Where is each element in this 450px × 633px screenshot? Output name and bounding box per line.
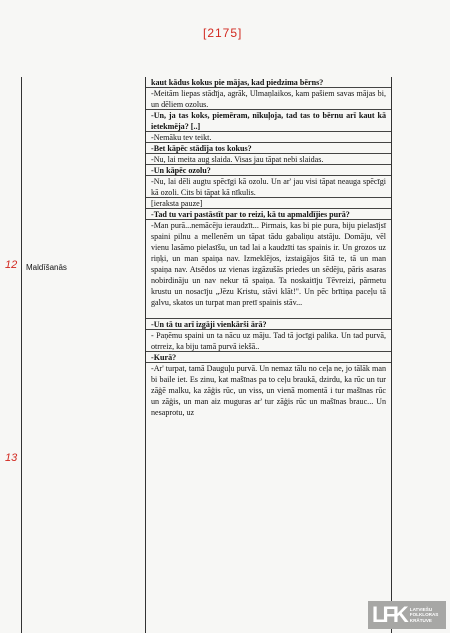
page-number: [2175] bbox=[203, 26, 243, 40]
transcript-line: -Bet kāpēc stādīja tos kokus? bbox=[146, 143, 391, 154]
transcript-line: -Un, ja tas koks, piemēram, nīkuļoja, tad tas to bērnu arī kaut kā ietekmēja? [..] bbox=[146, 110, 391, 132]
transcript-line: - Paņēmu spaini un ta nācu uz māju. Tad tā jocīgi palika. Un tad purvā, otrreiz, ka biju tamā purvā iekšā.. bbox=[146, 330, 391, 352]
transcript-table bbox=[21, 77, 392, 633]
transcript-line: [ieraksta pauze] bbox=[146, 198, 391, 209]
transcript-line: -Nu, lai meita aug slaida. Visas jau tāpat nebi slaidas. bbox=[146, 154, 391, 165]
margin-number: 12 bbox=[5, 259, 18, 271]
transcript-line: -Nemāku tev teikt. bbox=[146, 132, 391, 143]
section-label: Maldīšanās bbox=[26, 263, 67, 272]
archive-logo bbox=[368, 601, 446, 629]
transcript-line: -Kurā? bbox=[146, 352, 391, 363]
transcript-line: -Un tā tu arī izgāji vienkārši ārā? bbox=[146, 319, 391, 330]
transcript-line: kaut kādus kokus pie mājas, kad piedzima bērns? bbox=[146, 77, 391, 88]
transcript-column bbox=[146, 77, 391, 633]
transcript-line: -Meitām liepas stādīja, agrāk, Ulmaņlaikos, kam pašiem savas mājas bi, un dēliem ozolus. bbox=[146, 88, 391, 110]
transcript-line: -Un kāpēc ozolu? bbox=[146, 165, 391, 176]
transcript-line: -Ar' turpat, tamā Dauguļu purvā. Un nemaz tālu no ceļa ne, jo tālāk man bi baile iet. Es zinu, kat mašīnas pa to ceļu braukā, dzirdu, ka rūc un tur zāģē malku, ka zāģis rūc, un viss, un vienā momentā i tur mašīnas rūc un zāģis, un man aiz muguras ar' tur zāģis rūc un mašīnas brauc... Un nesaprotu, uz bbox=[151, 364, 386, 417]
logo-text: LATVIEŠU FOLKLORAS KRĀTUVE bbox=[409, 606, 439, 623]
topic-column bbox=[22, 77, 146, 633]
transcript-line: -Man purā...nemācēju ieraudzīt... Pirmais, kas bi pie pura, biju pielasījsī spaini pilnu a mellenēm un tāpat tādu gabaliņu atstāju. Domāju, vēl vienu lasāmo pielasīšu, un tad lai a kaudzīti tas spainis ir. Un grozos uz riņķi, un man spaiņa nav. Izmeklējos, izstaigājos šitā te, tā un man spaiņa nav. Atsēdos uz vienas izgāzušās priedes un sēdēju, pāris asaras nobirdināju un nav nekur tā spaiņa. Ta noskaitīju Tēvreizi, pārmetu krustu un nosacīju „Jēzu Kristu, stāvi klāt!". Un pēc brītiņa paceļu tā galvu, skatos un turpat man pretī spainis stāv... bbox=[146, 220, 391, 319]
transcript-line: -Nu, lai dēli augtu spēcīgi kā ozolu. Un ar' jau visi tāpat neauga spēcīgi kā ozoli. Cits bi tāpat kā nīkulis. bbox=[146, 176, 391, 198]
transcript-line: -Tad tu vari pastāstīt par to reizi, kā tu apmaldījies purā? bbox=[146, 209, 391, 220]
margin-number: 13 bbox=[5, 452, 18, 464]
logo-mark: LFK bbox=[372, 602, 406, 627]
